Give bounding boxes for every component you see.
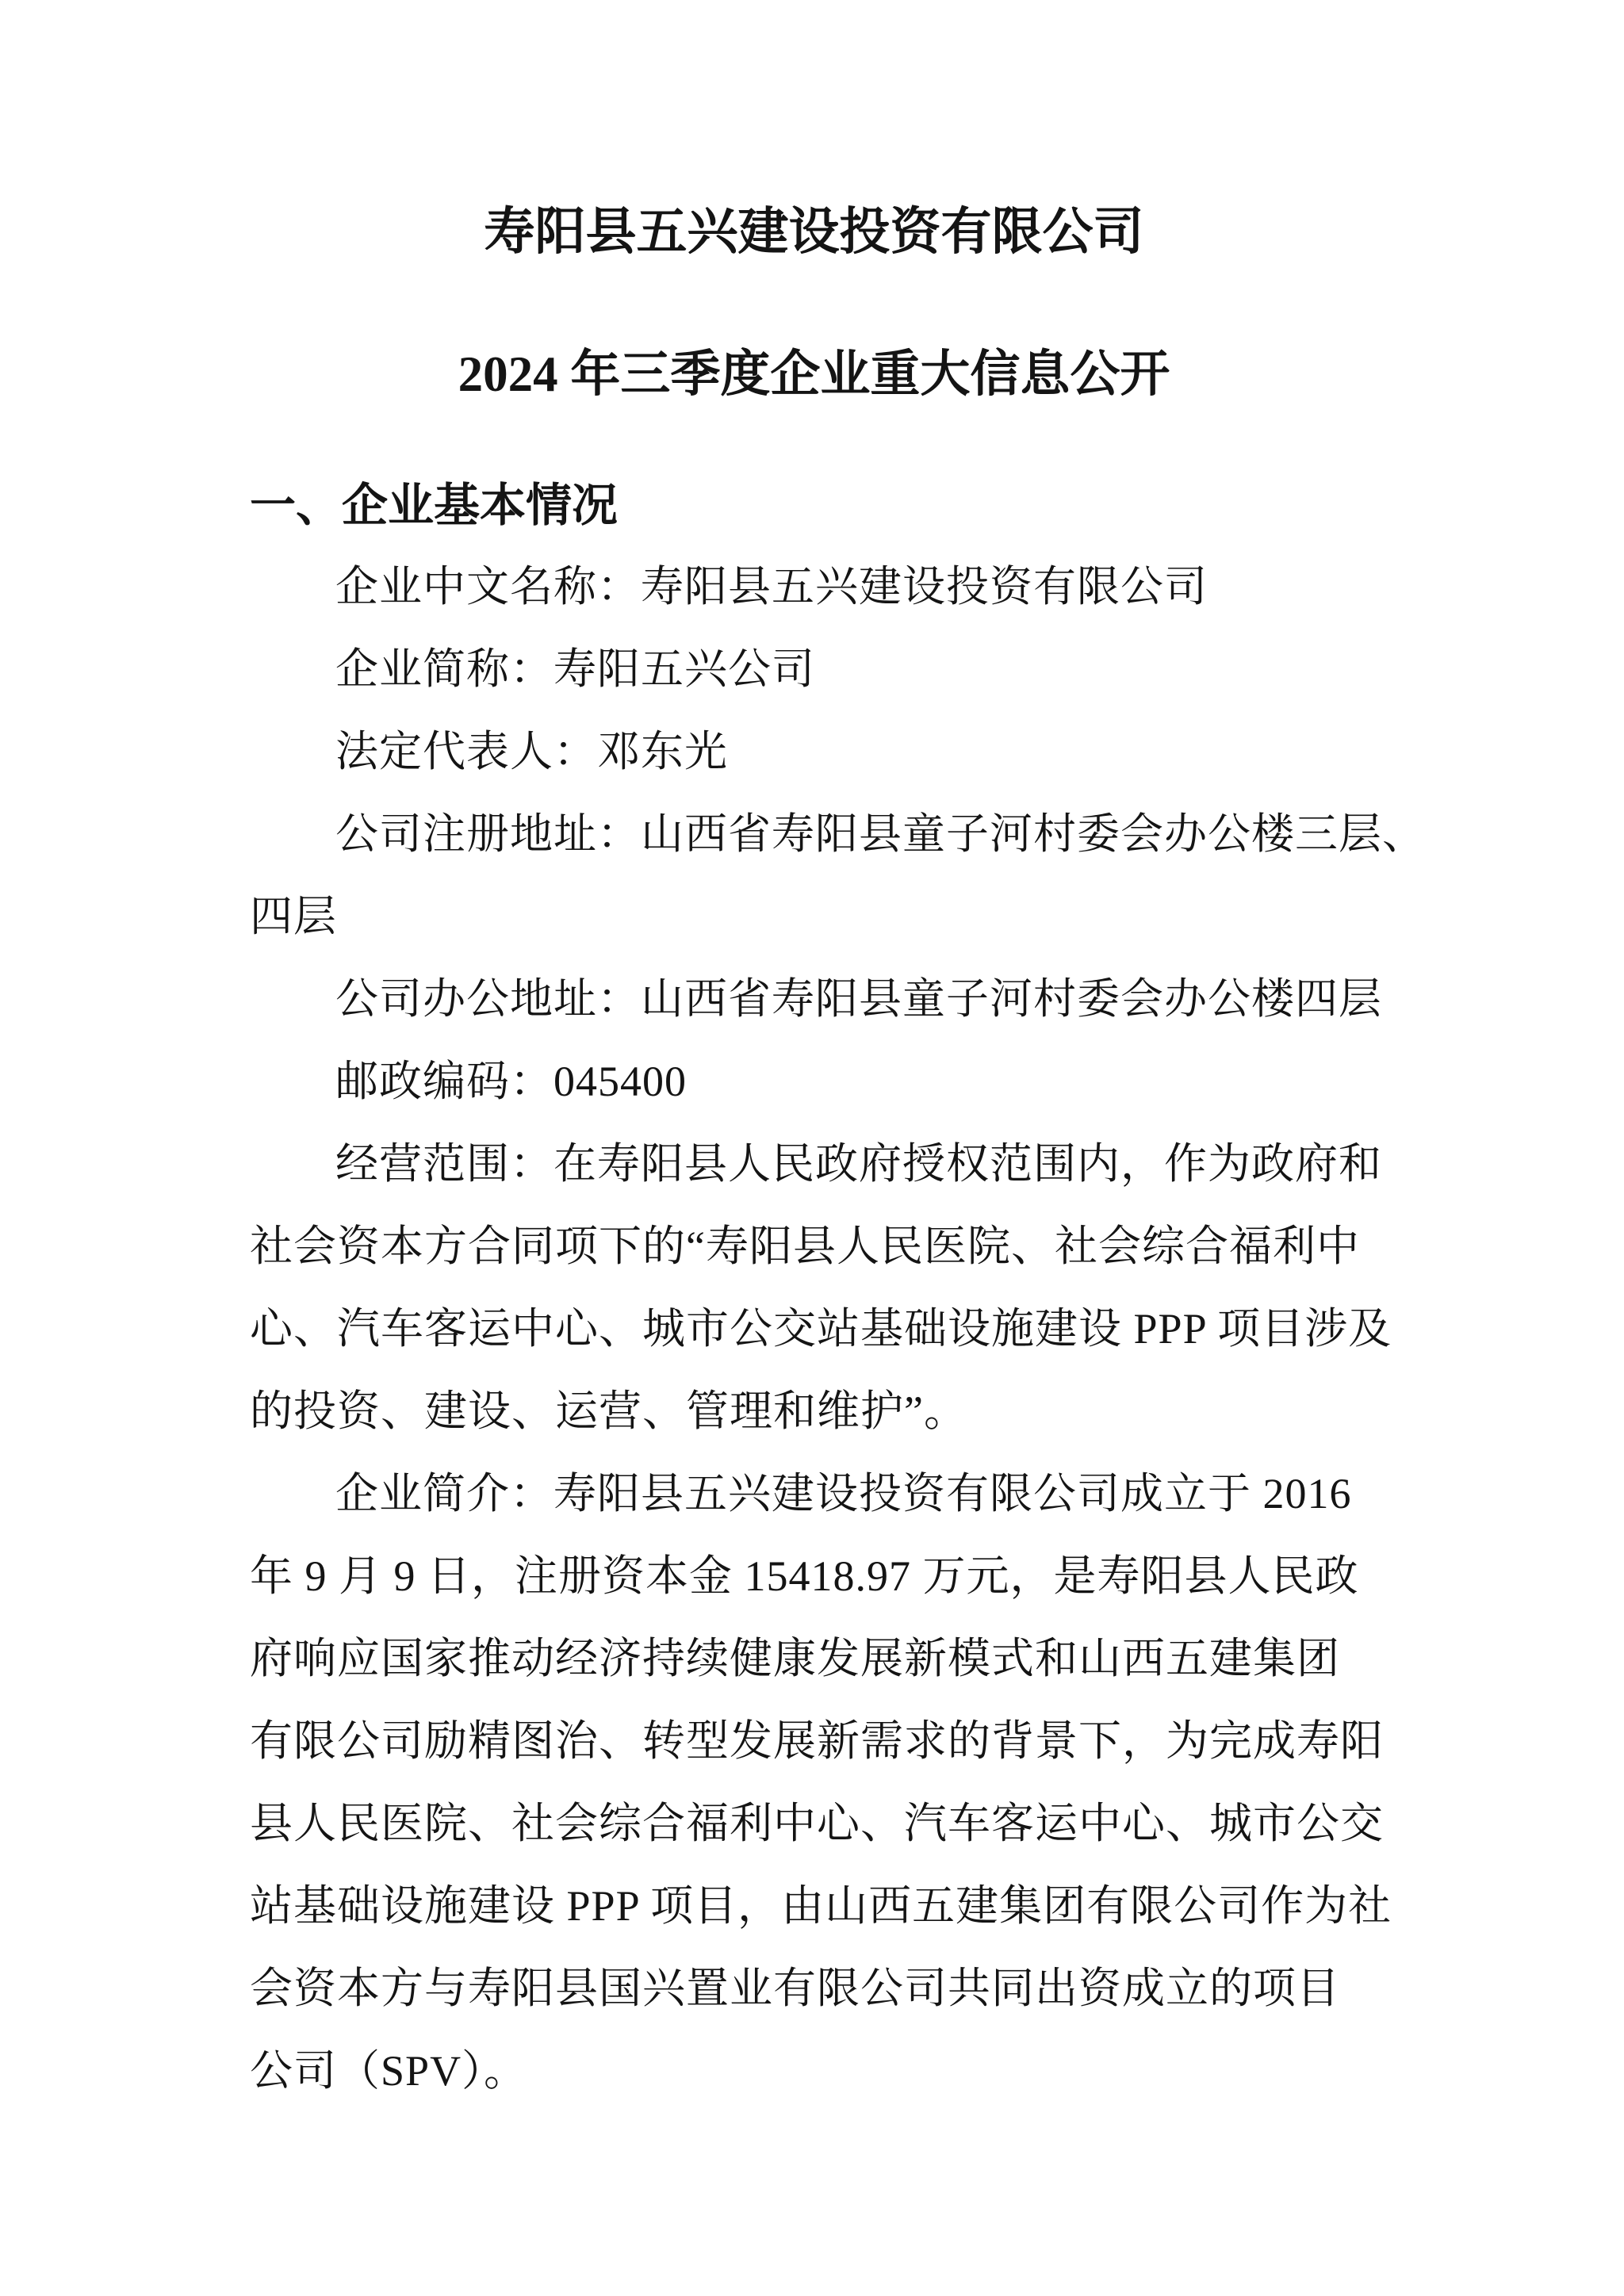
body-line: 府响应国家推动经济持续健康发展新模式和山西五建集团 [250, 1635, 1340, 1682]
body-line: 经营范围：在寿阳县人民政府授权范围内，作为政府和 [335, 1140, 1382, 1188]
body-line: 社会资本方合同项下的“寿阳县人民医院、社会综合福利中 [250, 1223, 1360, 1270]
body-line: 邮政编码：045400 [335, 1058, 687, 1105]
body-line: 会资本方与寿阳县国兴置业有限公司共同出资成立的项目 [250, 1965, 1340, 2012]
body-line: 法定代表人：邓东光 [335, 728, 728, 775]
section-heading: 一、企业基本情况 [250, 480, 619, 531]
body-line: 公司（SPV）。 [250, 2047, 528, 2095]
body-line: 有限公司励精图治、转型发展新需求的背景下，为完成寿阳 [250, 1717, 1384, 1765]
document-subtitle: 2024 年三季度企业重大信息公开 [458, 346, 1170, 402]
body-line: 站基础设施建设 PPP 项目，由山西五建集团有限公司作为社 [250, 1882, 1392, 1930]
body-line: 心、汽车客运中心、城市公交站基础设施建设 PPP 项目涉及 [250, 1305, 1392, 1353]
document-title: 寿阳县五兴建设投资有限公司 [484, 204, 1144, 260]
body-line: 年 9 月 9 日，注册资本金 15418.97 万元，是寿阳县人民政 [250, 1552, 1359, 1600]
text-block [250, 0, 1426, 2112]
body-line: 四层 [250, 893, 337, 940]
body-line: 公司注册地址：山西省寿阳县童子河村委会办公楼三层、 [335, 810, 1426, 858]
body-line: 公司办公地址：山西省寿阳县童子河村委会办公楼四层 [335, 975, 1382, 1023]
body-line: 企业简介：寿阳县五兴建设投资有限公司成立于 2016 [335, 1470, 1352, 1517]
body-line: 企业中文名称：寿阳县五兴建设投资有限公司 [335, 563, 1208, 610]
body-line: 企业简称：寿阳五兴公司 [335, 645, 815, 693]
body-line: 的投资、建设、运营、管理和维护”。 [250, 1387, 967, 1435]
body-line: 县人民医院、社会综合福利中心、汽车客运中心、城市公交 [250, 1800, 1384, 1847]
section-body [250, 545, 1426, 2112]
